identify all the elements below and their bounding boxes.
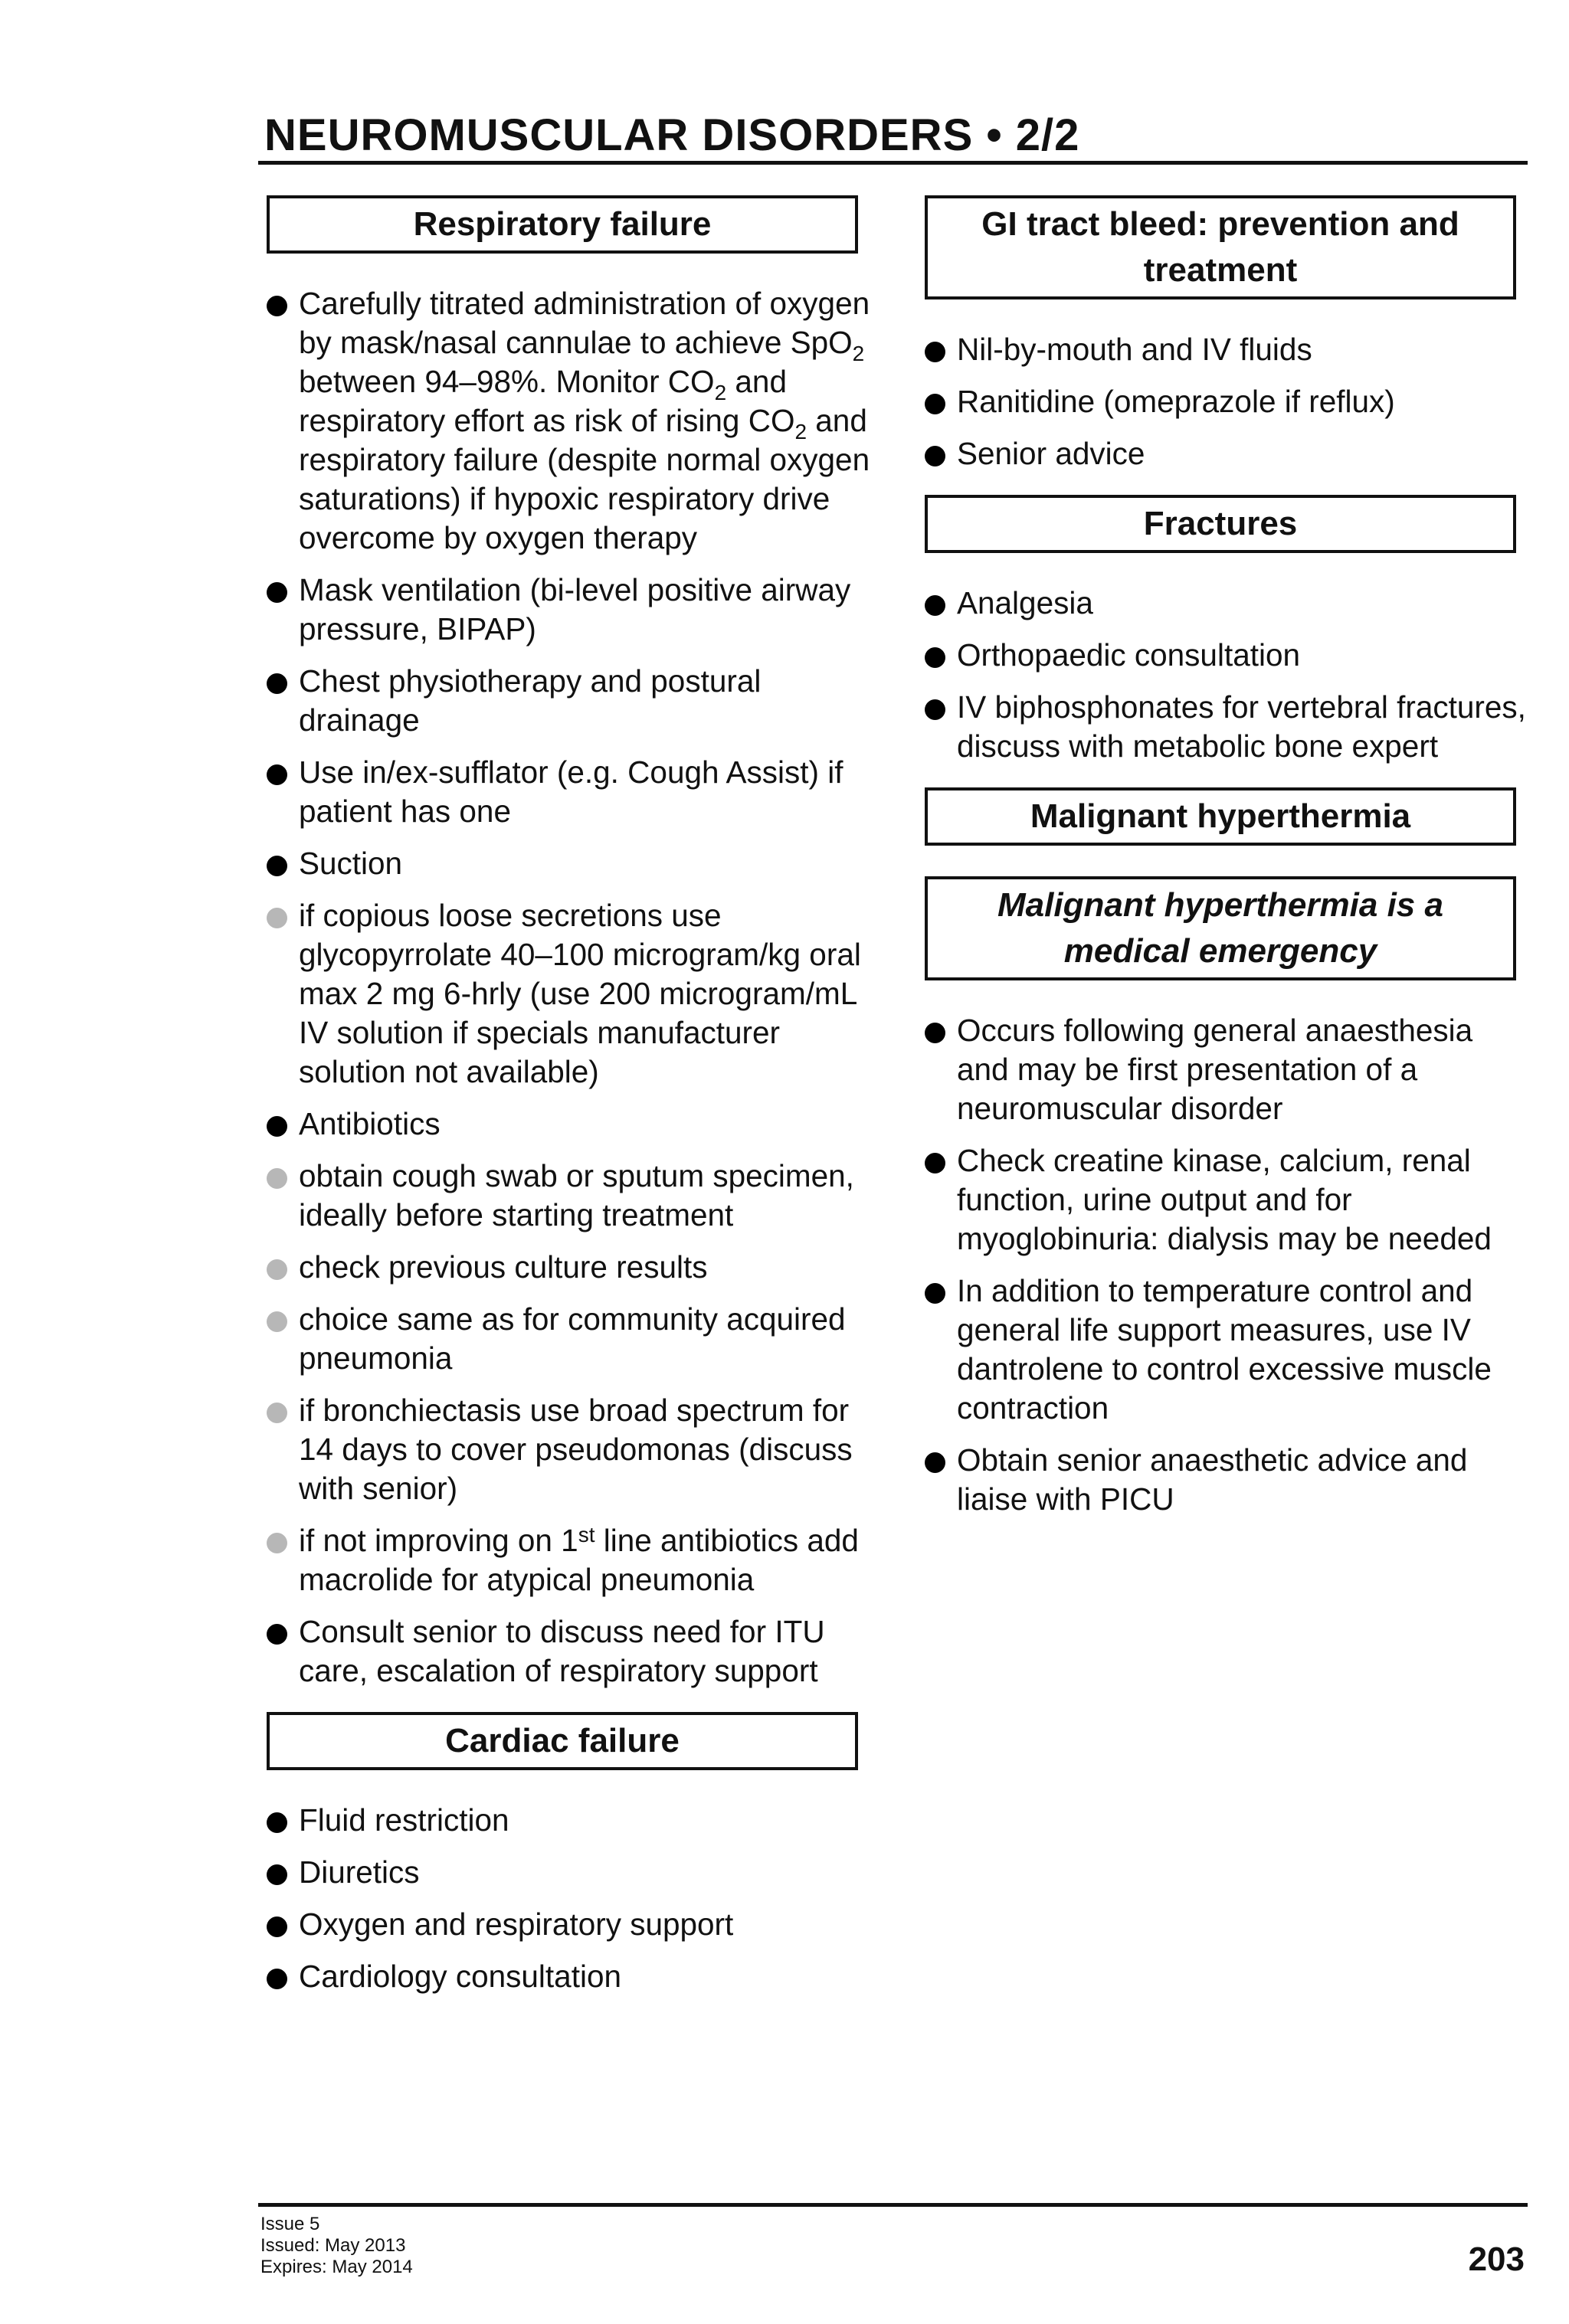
list-item: Check creatine kinase, calcium, renal function, urine output and for myoglobinuria: dialysis may be needed <box>925 1141 1528 1259</box>
bullet-icon <box>267 1916 287 1937</box>
respiratory-failure-heading: Respiratory failure <box>267 195 858 254</box>
title-rule <box>258 161 1528 165</box>
bullet-icon <box>267 764 287 785</box>
respiratory-failure-list <box>267 284 870 1691</box>
list-item: Antibiotics <box>267 1105 870 1144</box>
bullet-icon <box>267 1116 287 1137</box>
list-item: Diuretics <box>267 1853 870 1892</box>
list-item: Carefully titrated administration of oxygen by mask/nasal cannulae to achieve SpO$_2$ between 94–98%. Monitor $CO_2$ and respiratory effort as risk of rising $CO_2$ and respiratory failure (despite normal oxygen saturations) if hypoxic respiratory drive overcome by oxygen therapy <box>267 284 870 558</box>
list-item: Orthopaedic consultation <box>925 636 1528 675</box>
list-item: Analgesia <box>925 584 1528 623</box>
bullet-icon <box>267 1864 287 1885</box>
bullet-icon <box>925 1153 945 1173</box>
right-column <box>925 195 1528 1532</box>
cardiac-failure-heading: Cardiac failure <box>267 1712 858 1770</box>
sub-list-item: check previous culture results <box>267 1248 870 1287</box>
bullet-icon <box>267 673 287 694</box>
bullet-icon <box>267 1969 287 1989</box>
sub-list-item: choice same as for community acquired pneumonia <box>267 1300 870 1378</box>
list-item: IV biphosphonates for vertebral fractures, discuss with metabolic bone expert <box>925 688 1528 766</box>
list-item: Senior advice <box>925 434 1528 473</box>
list-item: Use in/ex-sufflator (e.g. Cough Assist) if patient has one <box>267 753 870 831</box>
list-item: Fluid restriction <box>267 1801 870 1840</box>
sub-bullet-icon <box>267 1259 287 1280</box>
bullet-icon <box>925 342 945 362</box>
issue-label: Issue 5 <box>260 2214 320 2234</box>
expires-date: Expires: May 2014 <box>260 2257 413 2277</box>
sub-list-item: if not improving on 1st line antibiotics add macrolide for atypical pneumonia <box>267 1521 870 1599</box>
footer-rule <box>258 2203 1528 2207</box>
gi-bleed-heading: GI tract bleed: prevention and treatment <box>925 195 1516 300</box>
fractures-heading: Fractures <box>925 495 1516 553</box>
sub-bullet-icon <box>267 1168 287 1189</box>
bullet-icon <box>925 647 945 668</box>
malignant-hyperthermia-heading: Malignant hyperthermia <box>925 787 1516 846</box>
bullet-icon <box>925 446 945 466</box>
footer-meta <box>260 2214 413 2278</box>
list-item: Obtain senior anaesthetic advice and liaise with PICU <box>925 1441 1528 1519</box>
sub-list-item: obtain cough swab or sputum specimen, ideally before starting treatment <box>267 1157 870 1235</box>
bullet-icon <box>267 1812 287 1833</box>
bullet-icon <box>267 296 287 316</box>
list-item: Occurs following general anaesthesia and may be first presentation of a neuromuscular disorder <box>925 1011 1528 1128</box>
bullet-icon <box>925 699 945 720</box>
cardiac-failure-list <box>267 1801 870 1996</box>
left-column <box>267 195 870 2009</box>
malignant-hyperthermia-list <box>925 1011 1528 1519</box>
page-number: 203 <box>1468 2241 1525 2278</box>
sub-bullet-icon <box>267 1533 287 1553</box>
bullet-icon <box>267 856 287 876</box>
sub-bullet-icon <box>267 1403 287 1423</box>
bullet-icon <box>925 394 945 414</box>
sub-list-item: if copious loose secretions use glycopyrrolate 40–100 microgram/kg oral max 2 mg 6-hrly (use 200 microgram/mL IV solution if specials manufacturer solution not available) <box>267 896 870 1092</box>
bullet-icon <box>267 1624 287 1645</box>
list-item: Cardiology consultation <box>267 1957 870 1996</box>
sub-bullet-icon <box>267 1311 287 1332</box>
malignant-hyperthermia-warning: Malignant hyperthermia is a medical emergency <box>925 876 1516 980</box>
list-item: Ranitidine (omeprazole if reflux) <box>925 382 1528 421</box>
bullet-icon <box>267 582 287 603</box>
sub-bullet-icon <box>267 908 287 928</box>
bullet-icon <box>925 1023 945 1043</box>
bullet-icon <box>925 1452 945 1473</box>
page-title: NEUROMUSCULAR DISORDERS • 2/2 <box>264 110 1080 160</box>
list-item: Mask ventilation (bi-level positive airway pressure, BIPAP) <box>267 571 870 649</box>
list-item: Consult senior to discuss need for ITU care, escalation of respiratory support <box>267 1612 870 1691</box>
list-item: Oxygen and respiratory support <box>267 1905 870 1944</box>
bullet-icon <box>925 1283 945 1304</box>
fractures-list <box>925 584 1528 766</box>
issued-date: Issued: May 2013 <box>260 2235 406 2256</box>
list-item: In addition to temperature control and general life support measures, use IV dantrolene to control excessive muscle contraction <box>925 1272 1528 1428</box>
bullet-icon <box>925 595 945 616</box>
sub-list-item: if bronchiectasis use broad spectrum for 14 days to cover pseudomonas (discuss with senior) <box>267 1391 870 1508</box>
list-item: Suction <box>267 844 870 883</box>
list-item: Chest physiotherapy and postural drainage <box>267 662 870 740</box>
list-item: Nil-by-mouth and IV fluids <box>925 330 1528 369</box>
gi-bleed-list <box>925 330 1528 473</box>
